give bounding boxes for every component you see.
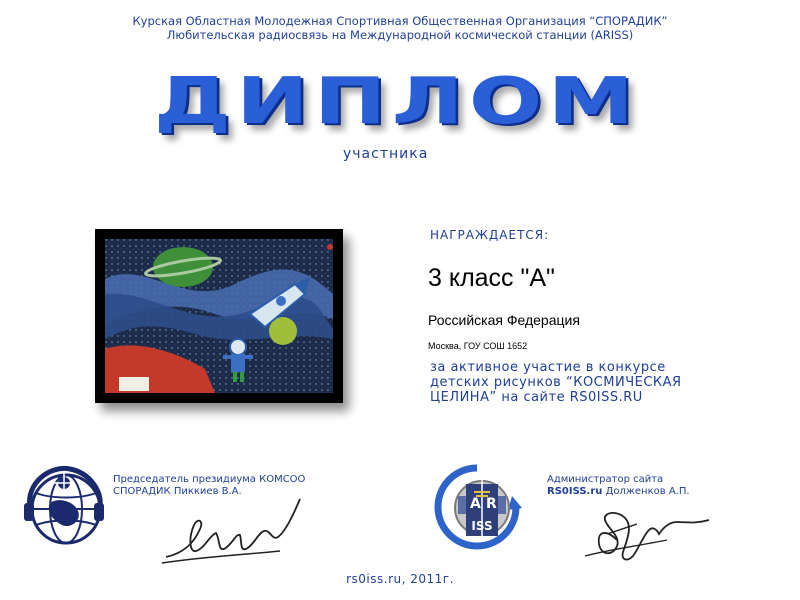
space-drawing-illustration [105,239,333,393]
awarded-label: НАГРАЖДАЕТСЯ: [430,228,550,242]
chairman-name: СПОРАДИК Пиккиев В.А. [113,486,242,497]
admin-title [547,474,690,498]
award-reason-line: ЦЕЛИНА” на сайте RS0ISS.RU [430,390,643,405]
chairman-title-line: Председатель президиума КОМСОО [113,474,306,485]
ariss-logo [432,462,522,552]
admin-site: RS0ISS.ru [547,486,603,497]
organization-header [0,14,800,42]
artwork-image [95,229,343,403]
footer-site-year: rs0iss.ru, 2011г. [346,572,454,586]
award-reason-line: за активное участие в конкурсе [430,360,666,375]
ariss-logo-a: A [470,496,481,512]
award-reason [430,360,780,405]
recipient-country: Российская Федерация [428,312,580,328]
recipient-name: 3 класс "А" [428,264,555,292]
ariss-logo-iss: ISS [471,519,493,533]
diploma-subtitle: участника [343,146,429,162]
organization-name: Курская Областная Молодежная Спортивная Общественная Организация “СПОРАДИК” [132,14,668,28]
admin-name: Долженков А.П. [602,486,690,497]
recipient-school: Москва, ГОУ СОШ 1652 [428,341,528,351]
admin-signature [577,500,712,570]
chairman-signature [160,495,305,570]
award-reason-line: детских рисунков “КОСМИЧЕСКАЯ [430,375,682,390]
ariss-logo-r: R [486,496,497,512]
sporadik-globe-logo [22,463,104,551]
diploma-title: ДИПЛОМ [153,65,640,139]
admin-title-line: Администратор сайта [547,474,664,485]
admin-name-line [547,486,690,498]
organization-subtitle: Любительская радиосвязь на Международной космической станции (ARISS) [166,28,634,42]
